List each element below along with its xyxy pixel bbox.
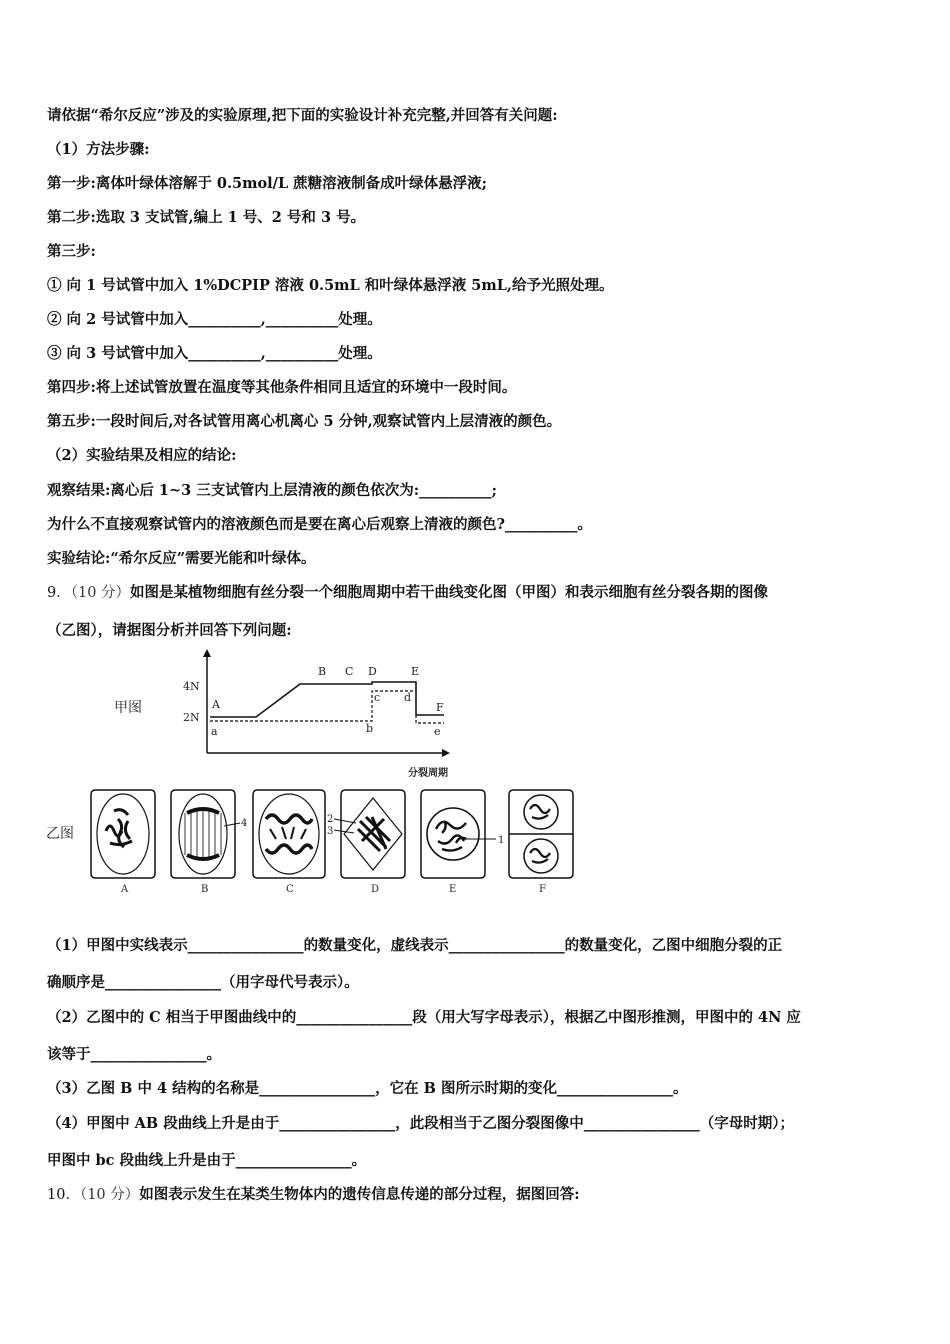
- y-tick-2n: 2N: [183, 711, 200, 724]
- point-E: E: [411, 665, 420, 678]
- cell-label-E: E: [449, 884, 457, 895]
- point-e: e: [434, 725, 441, 738]
- text-line: 第五步:一段时间后,对各试管用离心机离心 5 分钟,观察试管内上层清液的颜色。: [47, 413, 562, 430]
- cell-label-A: A: [121, 884, 129, 895]
- point-C: C: [345, 665, 354, 678]
- sub-question-line: （2）乙图中的 C 相当于甲图曲线中的________________段（用大写字母表示），根据乙中图形推测，甲图中的 4N 应: [47, 1009, 801, 1026]
- point-F: F: [436, 701, 444, 714]
- text-line: 第二步:选取 3 支试管,编上 1 号、2 号和 3 号。: [47, 209, 366, 226]
- sub-question-line: 甲图中 bc 段曲线上升是由于________________。: [47, 1152, 367, 1169]
- question-9-text-cont: （乙图），请据图分析并回答下列问题:: [47, 622, 292, 639]
- cell-label-B: B: [201, 884, 209, 895]
- cell-label-C: C: [286, 884, 294, 895]
- text-line: 第四步:将上述试管放置在温度等其他条件相同且适宜的环境中一段时间。: [47, 379, 517, 396]
- sub-question-line: 确顺序是________________（用字母代号表示）。: [47, 974, 359, 991]
- point-B: B: [318, 665, 327, 678]
- text-line: ③ 向 3 号试管中加入__________,__________处理。: [47, 345, 382, 362]
- pointer-label-1: 1: [498, 835, 505, 846]
- question-number: 9．: [47, 585, 71, 601]
- question-9-header: [47, 581, 768, 602]
- text-line: 为什么不直接观察试管内的溶液颜色而是要在离心后观察上清液的颜色?__________。: [47, 516, 592, 533]
- text-line: ① 向 1 号试管中加入 1%DCPIP 溶液 0.5mL 和叶绿体悬浮液 5mL,给予光照处理。: [47, 277, 614, 294]
- sub-question-line: （1）甲图中实线表示________________的数量变化，虚线表示________________的数量变化，乙图中细胞分裂的正: [47, 937, 783, 954]
- question-score: （10 分）: [70, 585, 131, 601]
- point-D: D: [368, 665, 377, 678]
- cell-label-D: D: [371, 884, 380, 895]
- text-line: ② 向 2 号试管中加入__________,__________处理。: [47, 311, 382, 328]
- text-line: 请依据“希尔反应”涉及的实验原理,把下面的实验设计补充完整,并回答有关问题:: [47, 107, 558, 124]
- question-text: 如图是某植物细胞有丝分裂一个细胞周期中若干曲线变化图（甲图）和表示细胞有丝分裂各期的图像: [130, 584, 769, 601]
- sub-question-line: （4）甲图中 AB 段曲线上升是由于________________，此段相当于乙图分裂图像中________________（字母时期）；: [47, 1115, 794, 1132]
- text-line: 观察结果:离心后 1~3 三支试管内上层清液的颜色依次为:__________;: [47, 482, 497, 499]
- text-line: 第三步:: [47, 243, 96, 260]
- sub-question-line: （3）乙图 B 中 4 结构的名称是________________，它在 B 图所示时期的变化________________。: [47, 1080, 688, 1097]
- question-10-header: [47, 1183, 580, 1204]
- text-line: 实验结论:“希尔反应”需要光能和叶绿体。: [47, 550, 316, 567]
- text-line: 第一步:离体叶绿体溶解于 0.5mol/L 蔗糖溶液制备成叶绿体悬浮液;: [47, 175, 488, 192]
- question-score: （10 分）: [79, 1187, 140, 1203]
- pointer-label-4: 4: [241, 818, 248, 829]
- point-b: b: [366, 722, 374, 735]
- x-axis-label: 分裂周期: [408, 768, 448, 779]
- yi-label: 乙图: [46, 826, 74, 842]
- point-a: a: [211, 725, 218, 738]
- pointer-label-3: 3: [327, 826, 334, 837]
- pointer-label-2: 2: [327, 814, 334, 825]
- point-c: c: [374, 691, 381, 704]
- question-text: 如图表示发生在某类生物体内的遗传信息传递的部分过程，据图回答:: [139, 1186, 580, 1203]
- question-number: 10．: [47, 1187, 80, 1203]
- sub-question-line: 该等于________________。: [47, 1046, 221, 1063]
- point-A: A: [212, 698, 220, 711]
- jia-label: 甲图: [114, 700, 142, 716]
- mitosis-figure: [44, 645, 580, 900]
- point-d: d: [404, 691, 412, 704]
- text-line: （2）实验结果及相应的结论:: [47, 447, 237, 464]
- y-tick-4n: 4N: [183, 680, 200, 693]
- cell-label-F: F: [539, 884, 546, 895]
- text-line: （1）方法步骤:: [47, 141, 150, 158]
